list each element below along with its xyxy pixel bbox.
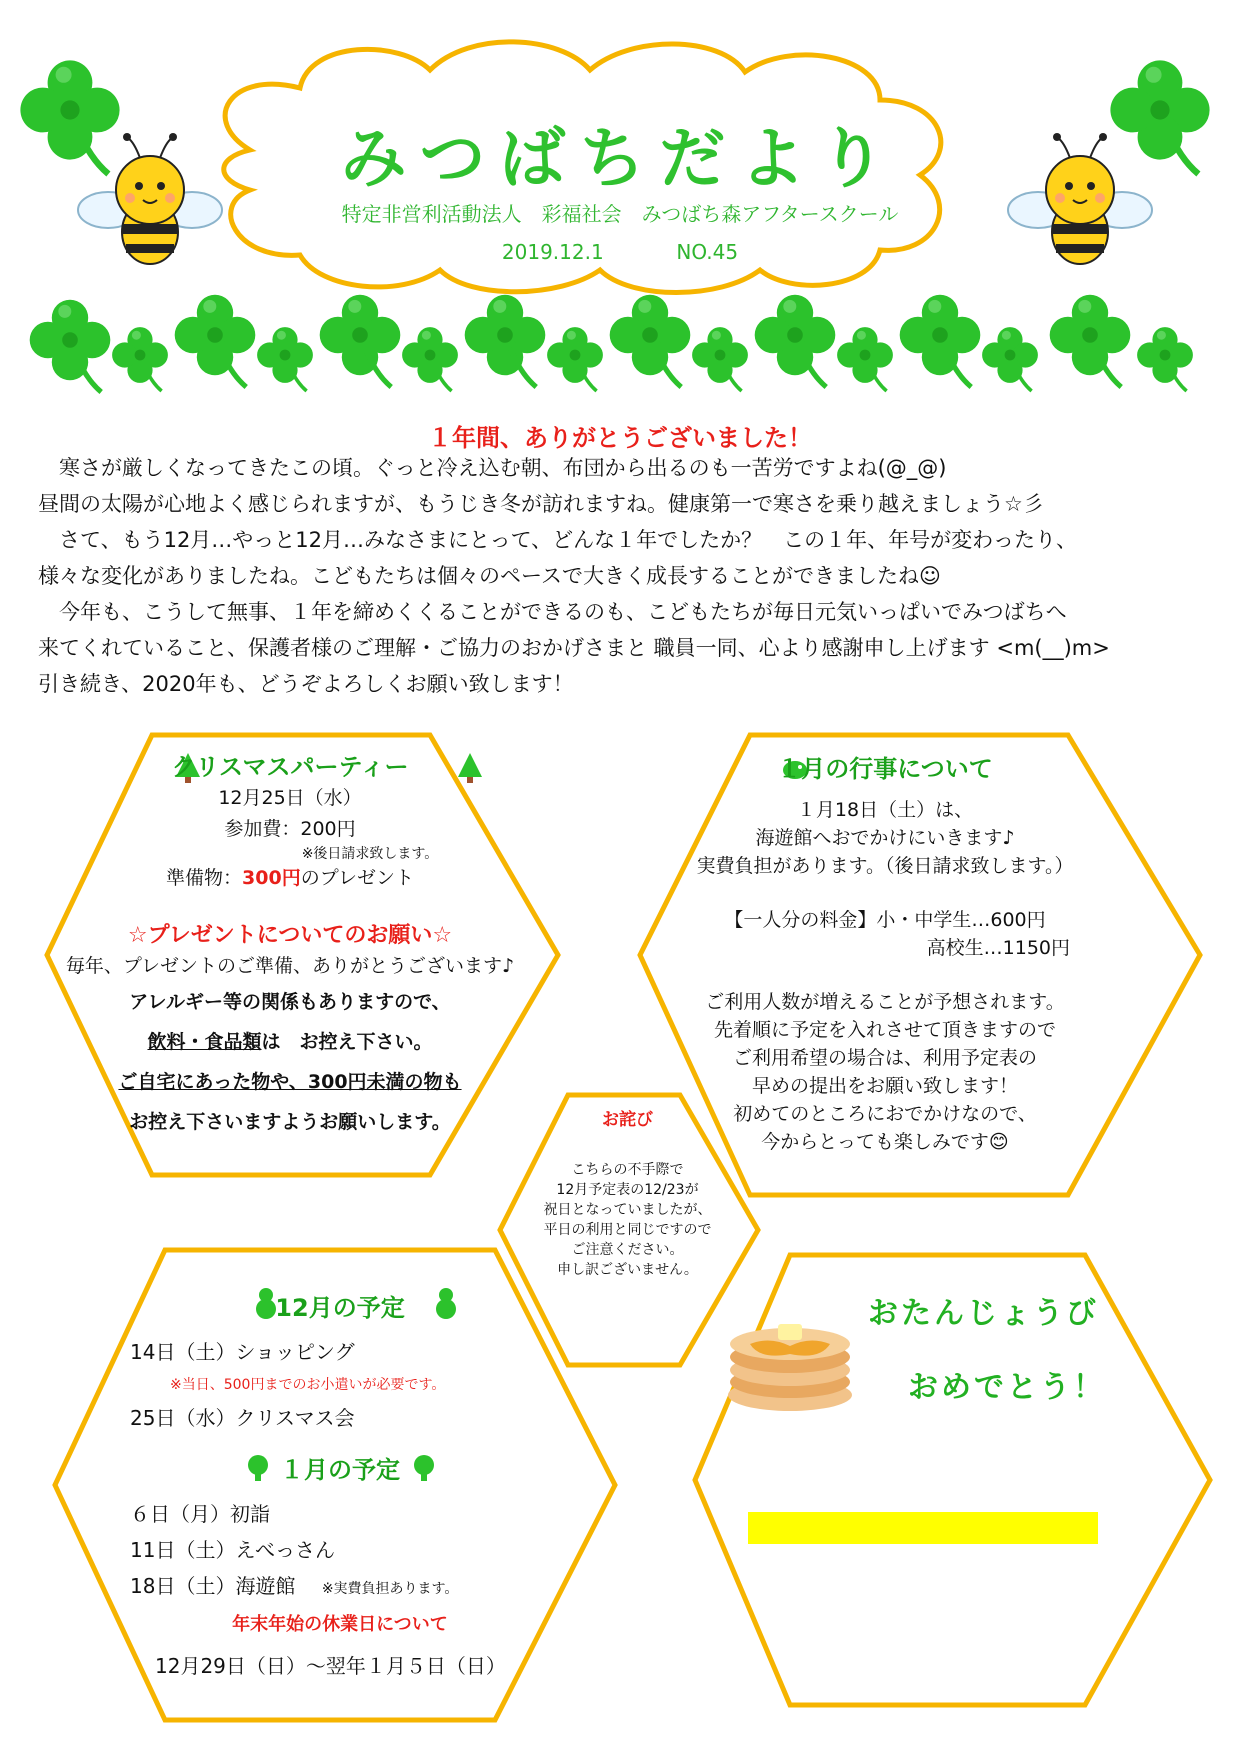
present-request-line: お控え下さいますようお願いします。 xyxy=(129,1111,451,1133)
january-schedule-title: １月の予定 xyxy=(280,1456,400,1484)
january-event-line: ご利用希望の場合は、利用予定表の xyxy=(732,1047,1037,1069)
intro-line: 引き続き、2020年も、どうぞよろしくお願い致します！ xyxy=(38,672,574,696)
january-event-line: 実費負担があります。（後日請求致します。） xyxy=(696,855,1074,877)
intro-line: 今年も、こうして無事、１年を締めくくることができるのも、こどもたちが毎日元気いっぱいでみつばちへ xyxy=(38,600,1067,624)
issue-date: 2019.12.1 xyxy=(501,240,604,264)
christmas-date: 12月25日（水） xyxy=(218,787,362,809)
pancake-icon xyxy=(728,1324,852,1411)
intro-line: 寒さが厳しくなってきたこの頃。ぐっと冷え込む朝、布団から出るのも一苦労ですよね(@_@) xyxy=(38,456,947,480)
clover-row-icon xyxy=(30,295,1193,392)
present-request-line: 毎年、プレゼントのご準備、ありがとうございます♪ xyxy=(65,955,515,977)
intro-line: 様々な変化がありましたね。こどもたちは個々のペースで大きく成長することができましたね☺ xyxy=(38,564,941,588)
january-event-line: ご利用人数が増えることが予想されます。 xyxy=(705,991,1065,1013)
apology-line: 12月予定表の12/23が xyxy=(556,1182,699,1198)
items-suffix: のプレゼント xyxy=(300,867,414,889)
intro-line: さて、もう12月…やっと12月…みなさまにとって、どんな１年でしたか？ この１年、年号が変わったり、 xyxy=(38,528,1077,552)
january-event-section xyxy=(660,752,1110,1156)
january-event-line: １月18日（土）は、 xyxy=(796,799,974,821)
apology-line: 祝日となっていましたが、 xyxy=(543,1202,712,1218)
holiday-range: 12月29日（日）～翌年１月５日（日） xyxy=(155,1654,506,1678)
january-event-line: 早めの提出をお願い致します！ xyxy=(751,1075,1018,1097)
holiday-title: 年末年始の休業日について xyxy=(232,1614,448,1635)
apology-section xyxy=(510,1108,745,1280)
intro-line: 昼間の太陽が心地よく感じられますが、もうじき冬が訪れますね。健康第一で寒さを乗り越えましょう☆彡 xyxy=(38,492,1044,516)
schedule-item xyxy=(130,1568,550,1607)
newsletter-title: みつばちだより xyxy=(340,120,900,197)
january-event-line: 先着順に予定を入れさせて頂きますので xyxy=(713,1019,1056,1041)
january-event-line: 今からとっても楽しみです😊 xyxy=(761,1131,1009,1153)
christmas-section xyxy=(60,752,520,1142)
present-request-title: ☆プレゼントについてのお願い☆ xyxy=(127,923,453,948)
january-event-title: １月の行事について xyxy=(777,755,993,783)
fee-line: 高校生…1150円 xyxy=(926,937,1070,959)
present-request-line: アレルギー等の関係もありますので、 xyxy=(129,991,451,1013)
schedule-item-text: 18日（土）海遊館 xyxy=(130,1574,296,1598)
issue-info xyxy=(0,240,1240,264)
january-event-line: 海遊館へおでかけにいきます♪ xyxy=(755,827,1015,849)
schedule-item: 14日（土）ショッピング xyxy=(130,1340,355,1364)
present-request-line: ご自宅にあった物や、300円未満の物も xyxy=(118,1071,462,1093)
schedule-item: ６日（月）初詣 xyxy=(130,1502,270,1526)
intro-line: 来てくれていること、保護者様のご理解・ご協力のおかげさまと 職員一同、心より感謝申し上げます <m(__)m> xyxy=(38,636,1110,660)
december-schedule-title: 12月の予定 xyxy=(275,1294,405,1322)
january-schedule xyxy=(130,1496,550,1607)
christmas-items xyxy=(60,863,520,894)
schedule-item: 11日（土）えべっさん xyxy=(130,1538,336,1562)
december-schedule xyxy=(130,1334,550,1436)
birthday-line1: おたんじょうび xyxy=(868,1296,1099,1331)
apology-title: お詫び xyxy=(602,1110,653,1130)
apology-line: ご注意ください。 xyxy=(571,1242,684,1258)
organization-name: 特定非営利活動法人 彩福社会 みつばち森アフタースクール xyxy=(341,202,899,226)
food-drink-label: 飲料・食品類 xyxy=(147,1031,262,1053)
birthday-line2: おめでとう！ xyxy=(908,1370,1106,1405)
christmas-title: クリスマスパーティー xyxy=(171,753,409,781)
apology-line: 平日の利用と同じですので xyxy=(543,1222,712,1238)
apology-line: こちらの不手際で xyxy=(571,1162,684,1178)
intro-heading: １年間、ありがとうございました！ xyxy=(428,424,812,452)
january-event-line: 初めてのところにおでかけなので、 xyxy=(733,1103,1037,1125)
items-label: 準備物： xyxy=(166,867,243,889)
present-request-line xyxy=(60,1022,520,1062)
birthday-highlight-bar xyxy=(748,1512,1098,1544)
items-value: 300円 xyxy=(242,867,301,889)
christmas-fee: 参加費：200円 xyxy=(224,818,356,840)
schedule-item: 25日（水）クリスマス会 xyxy=(130,1406,355,1430)
schedule-note: ※実費負担あります。 xyxy=(321,1581,459,1597)
intro-text xyxy=(38,450,1208,702)
schedule-note: ※当日、500円までのお小遣いが必要です。 xyxy=(170,1377,446,1393)
fee-line: 【一人分の料金】小・中学生…600円 xyxy=(724,909,1046,931)
apology-line: 申し訳ございません。 xyxy=(557,1262,698,1278)
issue-number: NO.45 xyxy=(676,240,739,264)
christmas-fee-note: ※後日請求致します。 xyxy=(301,846,439,862)
refrain-label: は お控え下さい。 xyxy=(261,1031,433,1053)
